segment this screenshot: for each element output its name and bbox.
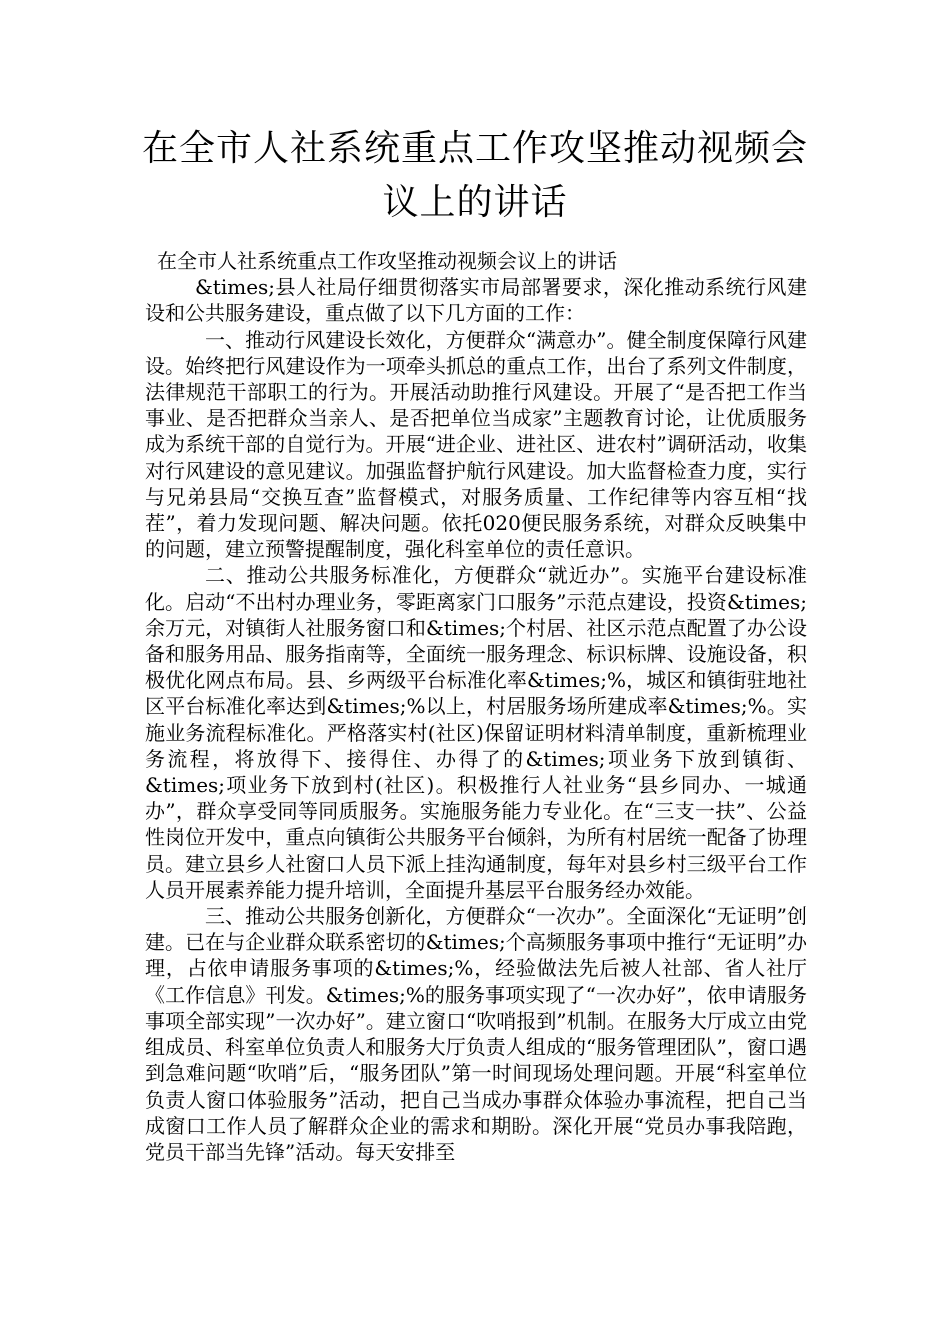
paragraph-section-3: 三、推动公共服务创新化，方便群众“一次办”。全面深化“无证明”创建。已在与企业群众联系密切的&times;个高频服务事项中推行“无证明”办理，占依申请服务事项的&times;%，经验做法先后被人社部、省人社厅《工作信息》刊发。&times;%的服务事项实现了“一次办好”，依申请服务事项全部实现”一次办好”。建立窗口“吹哨报到”机制。在服务大厅成立由党组成员、科室单位负责人和服务大厅负责人组成的“服务管理团队”，窗口遇到急难问题“吹哨”后，“服务团队”第一时间现场处理问题。开展“科室单位负责人窗口体验服务”活动，把自己当成办事群众体验办事流程，把自己当成窗口工作人员了解群众企业的需求和期盼。深化开展“党员办事我陪跑，党员干部当先锋”活动。每天安排至: [145, 904, 807, 1164]
document-subtitle: 在全市人社系统重点工作攻坚推动视频会议上的讲话: [157, 249, 617, 273]
paragraph-intro: &times;县人社局仔细贯彻落实市局部署要求，深化推动系统行风建设和公共服务建设，重点做了以下几方面的工作：: [145, 275, 807, 326]
paragraph-section-2: 二、推动公共服务标准化，方便群众“就近办”。实施平台建设标准化。启动“不出村办理业务，零距离家门口服务”示范点建设，投资&times;余万元，对镇街人社服务窗口和&times;个村居、社区示范点配置了办公设备和服务用品、服务指南等，全面统一服务理念、标识标牌、设施设备，积极优化网点布局。县、乡两级平台标准化率&times;%，城区和镇街驻地社区平台标准化率达到&times;%以上，村居服务场所建成率&times;%。实施业务流程标准化。严格落实村(社区)保留证明材料清单制度，重新梳理业务流程，将放得下、接得住、办得了的&times;项业务下放到镇街、&times;项业务下放到村(社区)。积极推行人社业务“县乡同办、一城通办”，群众享受同等同质服务。实施服务能力专业化。在“三支一扶”、公益性岗位开发中，重点向镇街公共服务平台倾斜，为所有村居统一配备了协理员。建立县乡人社窗口人员下派上挂沟通制度，每年对县乡村三级平台工作人员开展素养能力提升培训，全面提升基层平台服务经办效能。: [145, 563, 807, 902]
paragraph-section-1: 一、推动行风建设长效化，方便群众“满意办”。健全制度保障行风建设。始终把行风建设作为一项牵头抓总的重点工作，出台了系列文件制度，法律规范干部职工的行为。开展活动助推行风建设。开展了“是否把工作当事业、是否把群众当亲人、是否把单位当成家”主题教育讨论，让优质服务成为系统干部的自觉行为。开展“进企业、进社区、进农村”调研活动，收集对行风建设的意见建议。加强监督护航行风建设。加大监督检查力度，实行与兄弟县局“交换互查”监督模式，对服务质量、工作纪律等内容互相“找茬”，着力发现问题、解决问题。依托020便民服务系统，对群众反映集中的问题，建立预警提醒制度，强化科室单位的责任意识。: [145, 327, 807, 562]
document-body: [145, 248, 807, 1165]
document-title: [100, 122, 850, 230]
document-title-line-1: 在全市人社系统重点工作攻坚推动视频会: [141, 128, 808, 169]
document-title-line-2: 议上的讲话: [382, 182, 568, 223]
